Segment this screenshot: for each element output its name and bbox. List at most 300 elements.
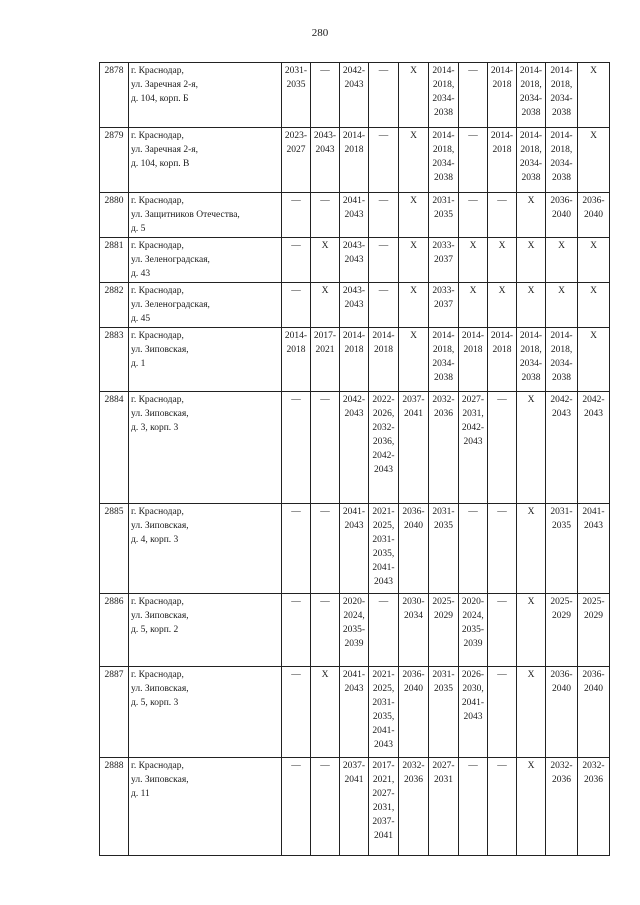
period-cell-9	[517, 193, 546, 238]
period-cell-1	[282, 63, 311, 128]
period-cell-10	[546, 193, 578, 238]
period-cell-8	[488, 193, 517, 238]
period-cell-9	[517, 504, 546, 594]
period-line: Х	[410, 131, 417, 141]
period-line: 2043	[584, 521, 603, 531]
registry-table	[99, 62, 610, 856]
period-line: 2027-	[461, 395, 485, 405]
period-cell-9	[517, 328, 546, 392]
record-number: 2879	[100, 128, 129, 193]
period-cell-7	[459, 667, 488, 758]
period-line: Х	[469, 286, 477, 296]
period-line: 2038	[552, 173, 571, 183]
period-cell-8	[488, 283, 517, 328]
period-line: —	[320, 597, 330, 607]
period-line: 2021	[315, 345, 335, 355]
period-cell-11	[578, 283, 610, 328]
period-cell-11	[578, 193, 610, 238]
period-line: 2018,	[432, 345, 455, 355]
period-cell-7	[459, 63, 488, 128]
period-line: 2035	[434, 521, 453, 531]
address-line: ул. Зиповская,	[131, 521, 189, 531]
period-line: 2042-	[372, 451, 395, 461]
period-cell-4	[369, 193, 399, 238]
period-cell-5	[399, 328, 429, 392]
period-line: —	[378, 241, 389, 251]
table-row	[100, 594, 610, 667]
period-line: 2027-	[372, 789, 395, 799]
period-line: 2035	[552, 521, 571, 531]
period-cell-8	[488, 63, 517, 128]
period-line: Х	[410, 331, 417, 341]
period-line: 2042-	[342, 66, 366, 76]
period-cell-1	[282, 667, 311, 758]
period-cell-10	[546, 328, 578, 392]
period-line: Х	[590, 131, 597, 141]
period-line: 2017-	[372, 761, 395, 771]
period-line: 2035	[286, 80, 306, 90]
address-line: г. Краснодар,	[131, 670, 184, 680]
period-line: —	[378, 286, 389, 296]
period-cell-2	[311, 238, 340, 283]
period-cell-11	[578, 328, 610, 392]
period-cell-5	[399, 63, 429, 128]
period-cell-6	[429, 328, 459, 392]
address-cell	[129, 504, 282, 594]
period-line: —	[497, 507, 507, 517]
period-line: Х	[590, 286, 597, 296]
period-line: Х	[321, 286, 329, 296]
record-number: 2887	[100, 667, 129, 758]
address-line: д. 104, корп. Б	[131, 94, 189, 104]
period-cell-2	[311, 328, 340, 392]
period-cell-1	[282, 128, 311, 193]
period-line: 2014-	[519, 66, 543, 76]
period-line: Х	[558, 241, 565, 251]
period-cell-4	[369, 63, 399, 128]
period-line: —	[468, 196, 478, 206]
address-line: ул. Заречная 2-я,	[131, 145, 199, 155]
period-line: 2025-	[582, 597, 605, 607]
period-cell-2	[311, 193, 340, 238]
address-line: д. 45	[131, 314, 151, 324]
period-line: 2026-	[461, 670, 485, 680]
period-line: Х	[590, 241, 597, 251]
period-cell-5	[399, 238, 429, 283]
address-line: г. Краснодар,	[131, 131, 184, 141]
period-cell-4	[369, 758, 399, 856]
period-line: 2040	[584, 210, 603, 220]
period-line: 2024,	[343, 611, 365, 621]
period-line: 2035,	[372, 549, 395, 559]
period-line: 2018,	[520, 145, 542, 155]
address-line: д. 1	[131, 359, 146, 369]
address-cell	[129, 328, 282, 392]
period-line: 2032-	[432, 395, 455, 405]
period-line: —	[497, 196, 507, 206]
address-line: г. Краснодар,	[131, 395, 184, 405]
record-number: 2878	[100, 63, 129, 128]
period-line: 2033-	[432, 241, 455, 251]
address-line: д. 43	[131, 269, 151, 279]
period-cell-3	[340, 758, 369, 856]
address-line: ул. Зеленоградская,	[131, 255, 210, 265]
period-line: 2023-	[284, 131, 308, 141]
period-line: Х	[558, 286, 565, 296]
period-cell-1	[282, 238, 311, 283]
period-line: 2037	[434, 300, 453, 310]
period-cell-6	[429, 63, 459, 128]
period-line: 2043	[344, 300, 364, 310]
address-cell	[129, 63, 282, 128]
address-line: г. Краснодар,	[131, 286, 184, 296]
period-line: 2025-	[550, 597, 573, 607]
period-line: 2014-	[490, 331, 514, 341]
period-cell-2	[311, 283, 340, 328]
period-line: 2035	[434, 684, 453, 694]
period-line: 2018	[492, 345, 512, 355]
address-cell	[129, 758, 282, 856]
period-cell-10	[546, 128, 578, 193]
period-cell-3	[340, 63, 369, 128]
period-cell-2	[311, 63, 340, 128]
period-line: 2014-	[519, 331, 543, 341]
period-cell-2	[311, 594, 340, 667]
address-line: г. Краснодар,	[131, 507, 184, 517]
period-line: Х	[527, 507, 535, 517]
address-cell	[129, 392, 282, 504]
address-line: г. Краснодар,	[131, 241, 184, 251]
period-line: 2018,	[520, 345, 542, 355]
period-cell-3	[340, 392, 369, 504]
period-line: —	[497, 597, 507, 607]
period-line: 2039	[463, 639, 483, 649]
period-line: —	[378, 597, 389, 607]
period-cell-8	[488, 504, 517, 594]
period-line: Х	[527, 196, 535, 206]
period-cell-8	[488, 392, 517, 504]
period-line: Х	[498, 286, 506, 296]
period-cell-1	[282, 392, 311, 504]
period-cell-9	[517, 392, 546, 504]
period-line: 2026,	[372, 409, 395, 419]
period-line: 2031-	[284, 66, 308, 76]
period-line: Х	[527, 286, 535, 296]
period-line: 2034-	[550, 94, 573, 104]
period-line: —	[320, 196, 330, 206]
period-line: 2038	[434, 108, 453, 118]
period-line: 2042-	[550, 395, 573, 405]
address-cell	[129, 594, 282, 667]
period-cell-4	[369, 328, 399, 392]
period-cell-4	[369, 504, 399, 594]
period-line: —	[291, 286, 301, 296]
period-line: 2041-	[342, 507, 366, 517]
period-cell-8	[488, 328, 517, 392]
period-cell-4	[369, 392, 399, 504]
period-cell-5	[399, 283, 429, 328]
period-cell-11	[578, 128, 610, 193]
address-line: ул. Зеленоградская,	[131, 300, 210, 310]
record-number: 2883	[100, 328, 129, 392]
period-line: 2043	[344, 684, 364, 694]
period-cell-6	[429, 238, 459, 283]
table-row	[100, 667, 610, 758]
table-row	[100, 504, 610, 594]
record-number: 2885	[100, 504, 129, 594]
period-line: 2018,	[520, 80, 542, 90]
period-line: 2032-	[402, 761, 425, 771]
period-line: 2031-	[432, 507, 455, 517]
period-line: 2043	[344, 80, 364, 90]
table-row	[100, 238, 610, 283]
address-line: д. 4, корп. 3	[131, 535, 179, 545]
period-cell-5	[399, 504, 429, 594]
period-line: 2036-	[550, 670, 573, 680]
period-cell-10	[546, 392, 578, 504]
period-cell-7	[459, 128, 488, 193]
period-line: 2031-	[372, 698, 395, 708]
period-line: 2041	[404, 409, 423, 419]
period-line: Х	[527, 597, 535, 607]
period-line: —	[497, 761, 507, 771]
period-line: 2034-	[432, 94, 455, 104]
period-line: 2031	[434, 775, 453, 785]
period-line: —	[320, 761, 330, 771]
table-row	[100, 63, 610, 128]
period-line: Х	[410, 286, 417, 296]
period-cell-1	[282, 193, 311, 238]
address-line: ул. Зиповская,	[131, 684, 189, 694]
table-row	[100, 193, 610, 238]
period-line: 2032-	[372, 423, 395, 433]
period-cell-11	[578, 758, 610, 856]
period-line: 2018,	[432, 145, 455, 155]
period-line: 2017-	[313, 331, 337, 341]
period-line: —	[320, 66, 330, 76]
period-line: 2033-	[432, 286, 455, 296]
period-line: 2038	[552, 373, 571, 383]
period-line: 2014-	[432, 131, 455, 141]
period-line: 2043	[584, 409, 603, 419]
period-cell-11	[578, 392, 610, 504]
period-line: 2037-	[372, 817, 395, 827]
period-cell-1	[282, 594, 311, 667]
period-line: 2018	[374, 345, 393, 355]
period-line: 2018	[286, 345, 306, 355]
period-line: 2041-	[372, 726, 395, 736]
address-line: д. 5, корп. 3	[131, 698, 179, 708]
period-line: —	[291, 241, 301, 251]
period-cell-11	[578, 594, 610, 667]
period-line: 2043	[344, 210, 364, 220]
table-row	[100, 392, 610, 504]
period-cell-5	[399, 128, 429, 193]
address-line: г. Краснодар,	[131, 597, 184, 607]
period-cell-5	[399, 594, 429, 667]
period-line: —	[291, 670, 301, 680]
period-cell-1	[282, 758, 311, 856]
period-line: 2034	[404, 611, 423, 621]
period-cell-9	[517, 283, 546, 328]
period-line: 2035,	[372, 712, 395, 722]
table-row	[100, 758, 610, 856]
period-line: 2034-	[550, 359, 573, 369]
period-line: 2043	[344, 521, 364, 531]
period-cell-3	[340, 283, 369, 328]
period-line: 2040	[584, 684, 603, 694]
period-cell-6	[429, 193, 459, 238]
address-line: д. 104, корп. В	[131, 159, 190, 169]
period-cell-4	[369, 667, 399, 758]
address-line: ул. Защитников Отечества,	[131, 210, 240, 220]
period-line: —	[468, 507, 478, 517]
period-line: 2043-	[313, 131, 337, 141]
address-line: д. 5	[131, 224, 146, 234]
period-line: 2039	[344, 639, 364, 649]
period-line: 2014-	[432, 66, 455, 76]
table-row	[100, 283, 610, 328]
period-line: 2021,	[372, 775, 395, 785]
period-line: 2014-	[461, 331, 485, 341]
period-line: 2029	[584, 611, 603, 621]
period-line: —	[320, 395, 330, 405]
address-line: г. Краснодар,	[131, 66, 184, 76]
period-line: 2034-	[519, 159, 543, 169]
period-line: 2014-	[550, 131, 573, 141]
period-line: 2043	[374, 577, 393, 587]
period-cell-1	[282, 328, 311, 392]
period-line: 2041-	[372, 563, 395, 573]
period-cell-9	[517, 238, 546, 283]
address-line: г. Краснодар,	[131, 761, 184, 771]
period-line: 2035	[434, 210, 453, 220]
address-line: ул. Зиповская,	[131, 775, 189, 785]
period-line: Х	[527, 670, 535, 680]
period-cell-3	[340, 594, 369, 667]
period-line: 2031-	[432, 196, 455, 206]
address-line: ул. Заречная 2-я,	[131, 80, 199, 90]
period-line: 2037-	[402, 395, 425, 405]
period-cell-8	[488, 238, 517, 283]
period-line: 2036-	[402, 507, 425, 517]
address-line: г. Краснодар,	[131, 196, 184, 206]
period-line: 2018,	[550, 145, 573, 155]
period-cell-3	[340, 238, 369, 283]
period-line: 2041-	[342, 196, 366, 206]
period-cell-7	[459, 392, 488, 504]
period-line: —	[291, 196, 301, 206]
period-cell-6	[429, 758, 459, 856]
period-line: 2034-	[432, 159, 455, 169]
period-line: —	[468, 131, 478, 141]
period-line: 2029	[434, 611, 453, 621]
address-line: ул. Зиповская,	[131, 345, 189, 355]
period-line: 2041	[374, 831, 393, 841]
period-cell-5	[399, 392, 429, 504]
period-cell-4	[369, 238, 399, 283]
period-line: 2031-	[432, 670, 455, 680]
period-line: 2038	[434, 373, 453, 383]
period-line: 2018	[344, 345, 364, 355]
period-cell-10	[546, 238, 578, 283]
period-line: 2034-	[519, 359, 543, 369]
period-line: 2041	[344, 775, 364, 785]
period-line: 2014-	[490, 131, 514, 141]
period-line: —	[291, 597, 301, 607]
period-line: 2043	[344, 409, 364, 419]
address-line: г. Краснодар,	[131, 331, 184, 341]
period-cell-4	[369, 128, 399, 193]
period-line: 2032-	[582, 761, 605, 771]
period-line: 2027-	[432, 761, 455, 771]
period-line: 2018	[492, 145, 512, 155]
period-cell-9	[517, 63, 546, 128]
period-line: 2041-	[582, 507, 605, 517]
period-line: 2014-	[432, 331, 455, 341]
period-line: 2041-	[461, 698, 485, 708]
period-line: Х	[321, 241, 329, 251]
period-line: 2043-	[342, 241, 366, 251]
address-cell	[129, 238, 282, 283]
period-cell-6	[429, 594, 459, 667]
address-cell	[129, 193, 282, 238]
period-line: 2022-	[372, 395, 395, 405]
period-line: 2018	[492, 80, 512, 90]
period-cell-7	[459, 594, 488, 667]
period-cell-7	[459, 238, 488, 283]
period-line: 2014-	[284, 331, 308, 341]
period-cell-9	[517, 667, 546, 758]
period-line: 2043	[463, 712, 483, 722]
period-line: 2020-	[461, 597, 485, 607]
period-cell-4	[369, 283, 399, 328]
period-line: 2031,	[462, 409, 484, 419]
period-cell-7	[459, 193, 488, 238]
period-cell-5	[399, 667, 429, 758]
period-line: 2032-	[550, 761, 573, 771]
period-line: 2040	[404, 521, 423, 531]
period-line: 2014-	[372, 331, 395, 341]
period-line: 2018,	[432, 80, 455, 90]
address-line: д. 3, корп. 3	[131, 423, 179, 433]
period-line: —	[497, 670, 507, 680]
period-line: 2018,	[550, 345, 573, 355]
period-line: 2038	[521, 373, 541, 383]
period-line: 2035-	[461, 625, 485, 635]
period-line: —	[291, 761, 301, 771]
period-line: 2014-	[342, 331, 366, 341]
period-line: 2018,	[550, 80, 573, 90]
period-line: —	[378, 131, 389, 141]
period-line: 2014-	[550, 66, 573, 76]
table-row	[100, 328, 610, 392]
period-line: 2038	[434, 173, 453, 183]
period-line: 2036	[434, 409, 453, 419]
period-cell-2	[311, 128, 340, 193]
period-line: 2029	[552, 611, 571, 621]
record-number: 2880	[100, 193, 129, 238]
period-cell-9	[517, 128, 546, 193]
period-line: 2025,	[372, 521, 395, 531]
period-cell-3	[340, 667, 369, 758]
period-cell-6	[429, 667, 459, 758]
period-line: 2042-	[582, 395, 605, 405]
period-line: 2043	[315, 145, 335, 155]
period-cell-5	[399, 758, 429, 856]
period-cell-8	[488, 667, 517, 758]
period-line: 2037	[434, 255, 453, 265]
